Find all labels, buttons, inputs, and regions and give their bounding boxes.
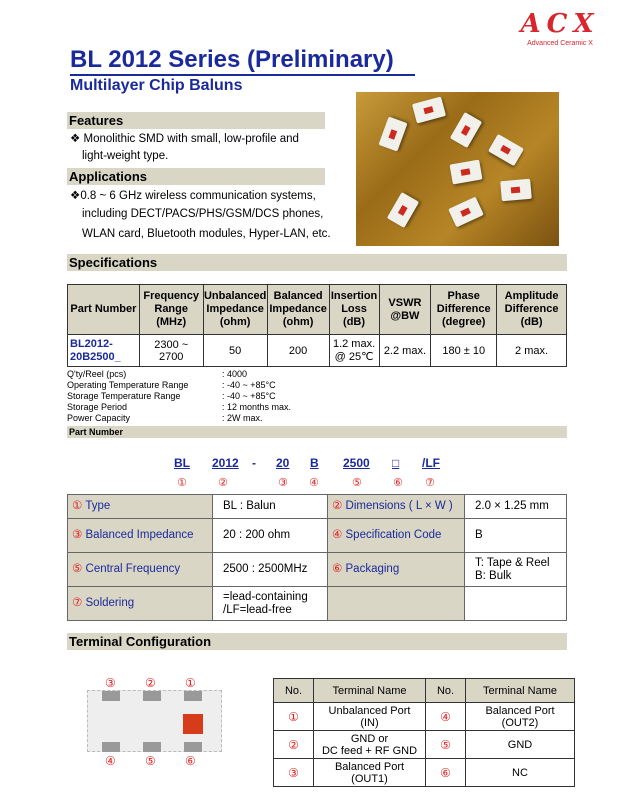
term-name-line-1: Balanced Port xyxy=(334,760,405,773)
features-heading xyxy=(67,112,325,129)
pn-num-7: ⑦ xyxy=(425,477,435,489)
applications-heading-text: Applications xyxy=(69,169,148,184)
cell-vswr: 2.2 max. xyxy=(379,335,431,367)
col-no: No. xyxy=(274,679,314,703)
label-text: Specification Code xyxy=(345,529,442,541)
page-subtitle: Multilayer Chip Baluns xyxy=(70,77,243,94)
loss-line-2: @ 25℃ xyxy=(334,351,374,363)
applications-line-2: including DECT/PACS/PHS/GSM/DCS phones, xyxy=(82,208,324,220)
col-terminal-name: Terminal Name xyxy=(314,679,426,703)
cell-balanced: 200 xyxy=(267,335,329,367)
pt-empty-cell xyxy=(465,587,567,621)
term-name: GND xyxy=(466,731,575,759)
pt-value-balanced-impedance: 20 : 200 ohm xyxy=(213,519,328,553)
terminal-heading xyxy=(67,633,567,650)
info-value-storage-temp: : -40 ~ +85°C xyxy=(222,391,276,401)
chip-image xyxy=(378,116,407,151)
term-name xyxy=(314,731,426,759)
label-text: Type xyxy=(85,500,111,512)
term-no: ⑤ xyxy=(426,731,466,759)
chip-image xyxy=(500,179,532,202)
applications-text-1: 0.8 ~ 6 GHz wireless communication systems, xyxy=(80,190,316,202)
term-no: ④ xyxy=(426,703,466,731)
pn-code-dash: - xyxy=(252,456,256,470)
col-frequency: Frequency Range (MHz) xyxy=(139,285,203,335)
num-marker: ② xyxy=(332,500,343,512)
pn-code-packaging: □ xyxy=(392,456,400,470)
chip-image xyxy=(488,134,524,166)
info-label-storage-period: Storage Period xyxy=(67,402,128,412)
pt-label-soldering xyxy=(68,587,213,621)
pin-label-6: ⑥ xyxy=(185,754,196,768)
soldering-line-1: =lead-containing xyxy=(223,590,308,603)
pn-num-5: ⑤ xyxy=(352,477,362,489)
pn-num-6: ⑥ xyxy=(393,477,403,489)
features-line-1 xyxy=(70,131,299,145)
cell-unbalanced: 50 xyxy=(203,335,267,367)
info-label-power: Power Capacity xyxy=(67,413,131,423)
product-photo xyxy=(356,92,559,246)
col-no: No. xyxy=(426,679,466,703)
pt-value-central-frequency: 2500 : 2500MHz xyxy=(213,553,328,587)
table-row xyxy=(274,759,575,787)
num-marker: ⑥ xyxy=(332,563,343,575)
pin-label-5: ⑤ xyxy=(145,754,156,768)
pin-label-4: ④ xyxy=(105,754,116,768)
pad-4 xyxy=(102,742,120,752)
label-text: Balanced Impedance xyxy=(85,529,194,541)
info-value-qty: : 4000 xyxy=(222,369,248,379)
company-logo xyxy=(505,10,615,47)
table-row xyxy=(68,495,567,519)
table-row xyxy=(68,587,567,621)
label-text: Central Frequency xyxy=(85,563,181,575)
pn-num-4: ④ xyxy=(309,477,319,489)
features-line-2: light-weight type. xyxy=(82,150,169,162)
bullet-icon: ❖ xyxy=(70,133,81,145)
part-number-heading-text: Part Number xyxy=(69,427,124,437)
col-balanced: Balanced Impedance (ohm) xyxy=(267,285,329,335)
info-value-operating-temp: : -40 ~ +85°C xyxy=(222,380,276,390)
cell-phase: 180 ± 10 xyxy=(431,335,497,367)
pt-value-dimensions: 2.0 × 1.25 mm xyxy=(465,495,567,519)
bullet-icon: ❖ xyxy=(70,190,81,202)
pt-label-spec-code xyxy=(328,519,465,553)
applications-line-1 xyxy=(70,188,316,202)
chip-package xyxy=(87,690,222,752)
pn-num-2: ② xyxy=(218,477,228,489)
col-amplitude: Amplitude Difference (dB) xyxy=(497,285,567,335)
info-label-qty: Q'ty/Reel (pcs) xyxy=(67,369,127,379)
term-name xyxy=(314,759,426,787)
table-header-row xyxy=(274,679,575,703)
features-heading-text: Features xyxy=(69,113,124,128)
num-marker: ④ xyxy=(332,529,343,541)
chip-image xyxy=(448,197,484,228)
term-no: ③ xyxy=(274,759,314,787)
pad-2 xyxy=(143,691,161,701)
cell-part-number xyxy=(68,335,140,367)
table-row xyxy=(68,553,567,587)
pt-value-packaging xyxy=(465,553,567,587)
pn-code-dimension: 2012 xyxy=(212,456,239,470)
info-label-storage-temp: Storage Temperature Range xyxy=(67,391,181,401)
part-number-heading xyxy=(67,426,567,438)
cell-frequency xyxy=(139,335,203,367)
label-text: Dimensions ( L × W ) xyxy=(345,500,453,512)
pn-code-impedance: 20 xyxy=(276,456,290,470)
pn-code-soldering: /LF xyxy=(422,456,440,470)
pt-label-type xyxy=(68,495,213,519)
num-marker: ③ xyxy=(72,529,83,541)
term-name-line-1: GND or xyxy=(350,732,389,745)
terminal-table xyxy=(273,678,575,787)
col-terminal-name: Terminal Name xyxy=(466,679,575,703)
chip-image xyxy=(450,112,482,148)
pt-label-balanced-impedance xyxy=(68,519,213,553)
table-row xyxy=(68,519,567,553)
col-unbalanced: Unbalanced Impedance (ohm) xyxy=(203,285,267,335)
pt-value-spec-code: B xyxy=(465,519,567,553)
pad-3 xyxy=(102,691,120,701)
chip-image xyxy=(449,160,482,185)
pad-6 xyxy=(184,742,202,752)
pn-code-type: BL xyxy=(174,456,190,470)
info-label-operating-temp: Operating Temperature Range xyxy=(67,380,189,390)
pn-num-3: ③ xyxy=(278,477,288,489)
pn-code-spec: B xyxy=(310,456,319,470)
col-insertion-loss: Insertion Loss (dB) xyxy=(329,285,379,335)
table-row xyxy=(274,703,575,731)
pin-label-2: ② xyxy=(145,676,156,690)
term-no: ① xyxy=(274,703,314,731)
term-name: NC xyxy=(466,759,575,787)
pt-label-central-frequency xyxy=(68,553,213,587)
loss-line-1: 1.2 max. xyxy=(332,338,376,350)
features-text-1: Monolithic SMD with small, low-profile and xyxy=(83,133,299,145)
specifications-table xyxy=(67,284,567,367)
term-name-line-2: (IN) xyxy=(360,716,379,729)
term-name xyxy=(314,703,426,731)
term-name-line-1: Balanced Port xyxy=(485,704,555,717)
label-text: Soldering xyxy=(85,597,135,609)
freq-line-2: 2700 xyxy=(158,350,184,363)
term-name-line-2: (OUT1) xyxy=(351,772,388,785)
term-name-line-2: (OUT2) xyxy=(501,716,539,729)
packaging-line-1: T: Tape & Reel xyxy=(475,556,550,569)
col-phase: Phase Difference (degree) xyxy=(431,285,497,335)
num-marker: ⑦ xyxy=(72,597,83,609)
terminal-heading-text: Terminal Configuration xyxy=(69,634,212,649)
table-row xyxy=(68,335,567,367)
cell-amplitude: 2 max. xyxy=(497,335,567,367)
page-title: BL 2012 Series (Preliminary) xyxy=(70,46,394,73)
specifications-heading xyxy=(67,254,567,271)
term-name-line-1: Unbalanced Port xyxy=(328,704,411,717)
pin-label-3: ③ xyxy=(105,676,116,690)
pt-label-dimensions xyxy=(328,495,465,519)
chip-image xyxy=(387,192,419,228)
pn-line-2: 20B2500_ xyxy=(70,350,121,363)
cell-insertion-loss xyxy=(329,335,379,367)
logo-mark: ACX xyxy=(520,9,600,39)
applications-heading xyxy=(67,168,325,185)
orientation-mark xyxy=(183,714,203,734)
packaging-line-2: B: Bulk xyxy=(475,569,512,582)
info-value-power: : 2W max. xyxy=(222,413,263,423)
chip-image xyxy=(412,96,446,123)
col-vswr: VSWR @BW xyxy=(379,285,431,335)
label-text: Packaging xyxy=(345,563,400,575)
part-number-table xyxy=(67,494,567,621)
pt-empty-cell xyxy=(328,587,465,621)
table-header-row xyxy=(68,285,567,335)
pn-line-1: BL2012- xyxy=(70,337,113,350)
pad-5 xyxy=(143,742,161,752)
term-no: ② xyxy=(274,731,314,759)
pt-value-soldering xyxy=(213,587,328,621)
pt-label-packaging xyxy=(328,553,465,587)
col-part-number: Part Number xyxy=(68,285,140,335)
specifications-heading-text: Specifications xyxy=(69,255,158,270)
pn-code-freq: 2500 xyxy=(343,456,370,470)
term-no: ⑥ xyxy=(426,759,466,787)
soldering-line-2: /LF=lead-free xyxy=(223,603,292,616)
pad-1 xyxy=(184,691,202,701)
title-underline xyxy=(70,74,415,76)
term-name-line-2: DC feed + RF GND xyxy=(321,744,418,757)
freq-line-1: 2300 ~ xyxy=(154,338,189,351)
terminal-diagram xyxy=(87,676,227,776)
pt-value-type: BL : Balun xyxy=(213,495,328,519)
table-row xyxy=(274,731,575,759)
logo-subtext: Advanced Ceramic X xyxy=(527,40,593,47)
num-marker: ① xyxy=(72,500,83,512)
term-name xyxy=(466,703,575,731)
num-marker: ⑤ xyxy=(72,563,83,575)
applications-line-3: WLAN card, Bluetooth modules, Hyper-LAN, etc. xyxy=(82,228,331,240)
pin-label-1: ① xyxy=(185,676,196,690)
pn-num-1: ① xyxy=(177,477,187,489)
info-value-storage-period: : 12 months max. xyxy=(222,402,292,412)
